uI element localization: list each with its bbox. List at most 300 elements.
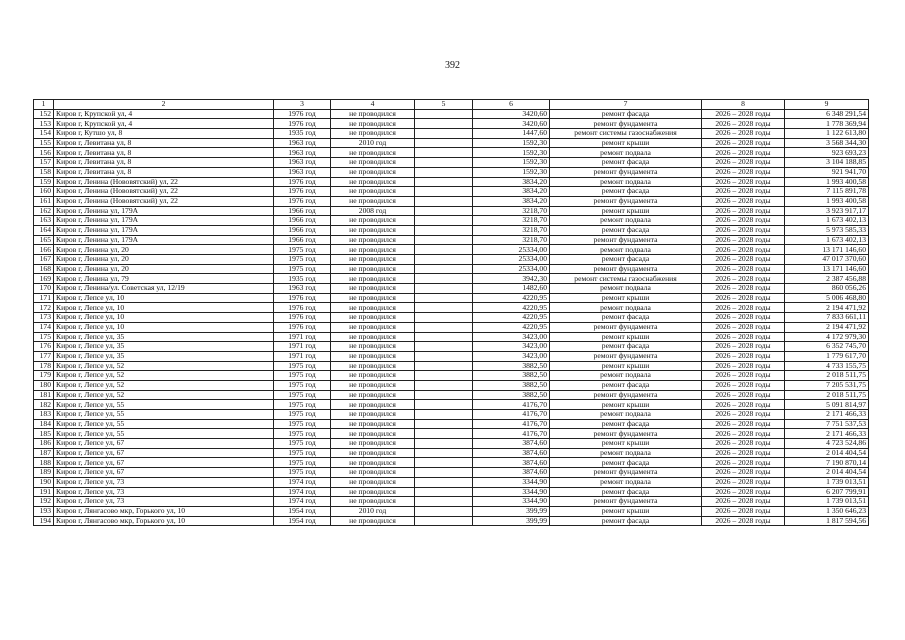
area-cell: 3882,50 xyxy=(473,361,550,371)
empty-cell xyxy=(415,235,473,245)
work-type-cell: ремонт крыши xyxy=(550,293,702,303)
build-year-cell: 1963 год xyxy=(274,284,331,294)
table-row xyxy=(34,138,869,148)
row-number-cell: 180 xyxy=(34,380,54,390)
period-cell: 2026 – 2028 годы xyxy=(702,303,785,313)
build-year-cell: 1975 год xyxy=(274,255,331,265)
cost-cell: 7 190 870,14 xyxy=(785,458,869,468)
last-repair-cell: не проводился xyxy=(331,313,415,323)
page-number: 392 xyxy=(445,60,460,71)
address-cell: Киров г, Ленина ул, 20 xyxy=(54,255,274,265)
row-number-cell: 191 xyxy=(34,487,54,497)
last-repair-cell: не проводился xyxy=(331,429,415,439)
area-cell: 3344,90 xyxy=(473,487,550,497)
row-number-cell: 193 xyxy=(34,506,54,516)
cost-cell: 13 171 146,60 xyxy=(785,264,869,274)
address-cell: Киров г, Крупской ул, 4 xyxy=(54,119,274,129)
period-cell: 2026 – 2028 годы xyxy=(702,468,785,478)
row-number-cell: 156 xyxy=(34,148,54,158)
build-year-cell: 1975 год xyxy=(274,371,331,381)
empty-cell xyxy=(415,119,473,129)
work-type-cell: ремонт фундамента xyxy=(550,322,702,332)
cost-cell: 47 017 370,60 xyxy=(785,255,869,265)
build-year-cell: 1954 год xyxy=(274,516,331,526)
table-body xyxy=(34,109,869,526)
address-cell: Киров г, Лепсе ул, 35 xyxy=(54,332,274,342)
cost-cell: 921 941,70 xyxy=(785,167,869,177)
cost-cell: 1 350 646,23 xyxy=(785,506,869,516)
address-cell: Киров г, Лепсе ул, 73 xyxy=(54,477,274,487)
table-row xyxy=(34,487,869,497)
area-cell: 3874,60 xyxy=(473,448,550,458)
work-type-cell: ремонт фасада xyxy=(550,158,702,168)
area-cell: 25334,00 xyxy=(473,255,550,265)
address-cell: Киров г, Лепсе ул, 67 xyxy=(54,439,274,449)
last-repair-cell: не проводился xyxy=(331,129,415,139)
last-repair-cell: не проводился xyxy=(331,196,415,206)
last-repair-cell: 2010 год xyxy=(331,138,415,148)
empty-cell xyxy=(415,303,473,313)
area-cell: 3420,60 xyxy=(473,109,550,119)
cost-cell: 1 817 594,56 xyxy=(785,516,869,526)
cost-cell: 1 993 400,58 xyxy=(785,177,869,187)
build-year-cell: 1975 год xyxy=(274,448,331,458)
table-row xyxy=(34,196,869,206)
period-cell: 2026 – 2028 годы xyxy=(702,380,785,390)
table-row xyxy=(34,410,869,420)
row-number-cell: 158 xyxy=(34,167,54,177)
address-cell: Киров г, Лепсе ул, 55 xyxy=(54,410,274,420)
last-repair-cell: не проводился xyxy=(331,255,415,265)
last-repair-cell: не проводился xyxy=(331,167,415,177)
table-row xyxy=(34,158,869,168)
area-cell: 3882,50 xyxy=(473,390,550,400)
address-cell: Киров г, Ленина (Нововятский) ул, 22 xyxy=(54,177,274,187)
address-cell: Киров г, Ленина ул, 79 xyxy=(54,274,274,284)
column-header: 5 xyxy=(415,100,473,110)
build-year-cell: 1963 год xyxy=(274,167,331,177)
address-cell: Киров г, Кутшо ул, 8 xyxy=(54,129,274,139)
row-number-cell: 187 xyxy=(34,448,54,458)
work-type-cell: ремонт фасада xyxy=(550,187,702,197)
table-row xyxy=(34,167,869,177)
row-number-cell: 192 xyxy=(34,497,54,507)
row-number-cell: 172 xyxy=(34,303,54,313)
build-year-cell: 1971 год xyxy=(274,351,331,361)
address-cell: Киров г, Лепсе ул, 55 xyxy=(54,400,274,410)
empty-cell xyxy=(415,419,473,429)
empty-cell xyxy=(415,109,473,119)
period-cell: 2026 – 2028 годы xyxy=(702,109,785,119)
build-year-cell: 1976 год xyxy=(274,187,331,197)
area-cell: 3344,90 xyxy=(473,497,550,507)
address-cell: Киров г, Ленина ул, 179А xyxy=(54,225,274,235)
cost-cell: 2 194 471,92 xyxy=(785,322,869,332)
cost-cell: 1 739 013,51 xyxy=(785,477,869,487)
row-number-cell: 177 xyxy=(34,351,54,361)
table-row xyxy=(34,506,869,516)
area-cell: 4176,70 xyxy=(473,429,550,439)
row-number-cell: 175 xyxy=(34,332,54,342)
address-cell: Киров г, Лепсе ул, 10 xyxy=(54,303,274,313)
period-cell: 2026 – 2028 годы xyxy=(702,342,785,352)
cost-cell: 2 171 466,33 xyxy=(785,429,869,439)
area-cell: 25334,00 xyxy=(473,245,550,255)
table-row xyxy=(34,264,869,274)
area-cell: 4220,95 xyxy=(473,303,550,313)
address-cell: Киров г, Лепсе ул, 73 xyxy=(54,497,274,507)
cost-cell: 1 993 400,58 xyxy=(785,196,869,206)
cost-cell: 923 693,23 xyxy=(785,148,869,158)
build-year-cell: 1976 год xyxy=(274,196,331,206)
period-cell: 2026 – 2028 годы xyxy=(702,129,785,139)
row-number-cell: 174 xyxy=(34,322,54,332)
period-cell: 2026 – 2028 годы xyxy=(702,167,785,177)
row-number-cell: 183 xyxy=(34,410,54,420)
last-repair-cell: не проводился xyxy=(331,245,415,255)
table-row xyxy=(34,332,869,342)
build-year-cell: 1975 год xyxy=(274,390,331,400)
work-type-cell: ремонт крыши xyxy=(550,206,702,216)
period-cell: 2026 – 2028 годы xyxy=(702,458,785,468)
empty-cell xyxy=(415,167,473,177)
empty-cell xyxy=(415,158,473,168)
address-cell: Киров г, Ленина ул, 179А xyxy=(54,206,274,216)
cost-cell: 7 205 531,75 xyxy=(785,380,869,390)
empty-cell xyxy=(415,487,473,497)
build-year-cell: 1975 год xyxy=(274,380,331,390)
address-cell: Киров г, Крупской ул, 4 xyxy=(54,109,274,119)
table-row xyxy=(34,109,869,119)
address-cell: Киров г, Лянгасово мкр, Горького ул, 10 xyxy=(54,516,274,526)
period-cell: 2026 – 2028 годы xyxy=(702,351,785,361)
build-year-cell: 1976 год xyxy=(274,119,331,129)
area-cell: 1592,30 xyxy=(473,148,550,158)
table-row xyxy=(34,293,869,303)
table-row xyxy=(34,313,869,323)
empty-cell xyxy=(415,264,473,274)
empty-cell xyxy=(415,497,473,507)
period-cell: 2026 – 2028 годы xyxy=(702,497,785,507)
column-header: 3 xyxy=(274,100,331,110)
empty-cell xyxy=(415,274,473,284)
period-cell: 2026 – 2028 годы xyxy=(702,506,785,516)
address-cell: Киров г, Левитана ул, 8 xyxy=(54,148,274,158)
last-repair-cell: не проводился xyxy=(331,148,415,158)
period-cell: 2026 – 2028 годы xyxy=(702,429,785,439)
cost-cell: 4 733 155,75 xyxy=(785,361,869,371)
build-year-cell: 1975 год xyxy=(274,439,331,449)
table-row xyxy=(34,516,869,526)
work-type-cell: ремонт фундамента xyxy=(550,167,702,177)
table-row xyxy=(34,206,869,216)
row-number-cell: 154 xyxy=(34,129,54,139)
area-cell: 1482,60 xyxy=(473,284,550,294)
work-type-cell: ремонт фасада xyxy=(550,516,702,526)
empty-cell xyxy=(415,196,473,206)
column-header: 2 xyxy=(54,100,274,110)
last-repair-cell: не проводился xyxy=(331,361,415,371)
cost-cell: 7 751 537,53 xyxy=(785,419,869,429)
empty-cell xyxy=(415,342,473,352)
period-cell: 2026 – 2028 годы xyxy=(702,332,785,342)
work-type-cell: ремонт подвала xyxy=(550,216,702,226)
empty-cell xyxy=(415,506,473,516)
build-year-cell: 1974 год xyxy=(274,497,331,507)
row-number-cell: 173 xyxy=(34,313,54,323)
last-repair-cell: не проводился xyxy=(331,487,415,497)
address-cell: Киров г, Лепсе ул, 67 xyxy=(54,458,274,468)
cost-cell: 5 973 585,33 xyxy=(785,225,869,235)
period-cell: 2026 – 2028 годы xyxy=(702,177,785,187)
area-cell: 4220,95 xyxy=(473,293,550,303)
build-year-cell: 1971 год xyxy=(274,332,331,342)
table-row xyxy=(34,187,869,197)
work-type-cell: ремонт крыши xyxy=(550,332,702,342)
period-cell: 2026 – 2028 годы xyxy=(702,138,785,148)
table-row xyxy=(34,477,869,487)
table-row xyxy=(34,371,869,381)
area-cell: 3834,20 xyxy=(473,177,550,187)
address-cell: Киров г, Ленина ул, 20 xyxy=(54,245,274,255)
period-cell: 2026 – 2028 годы xyxy=(702,225,785,235)
row-number-cell: 186 xyxy=(34,439,54,449)
last-repair-cell: не проводился xyxy=(331,371,415,381)
capital-repair-table xyxy=(33,99,869,526)
area-cell: 3882,50 xyxy=(473,371,550,381)
cost-cell: 4 172 979,30 xyxy=(785,332,869,342)
work-type-cell: ремонт подвала xyxy=(550,448,702,458)
last-repair-cell: не проводился xyxy=(331,225,415,235)
column-header: 7 xyxy=(550,100,702,110)
row-number-cell: 182 xyxy=(34,400,54,410)
area-cell: 4176,70 xyxy=(473,419,550,429)
empty-cell xyxy=(415,390,473,400)
cost-cell: 1 778 369,94 xyxy=(785,119,869,129)
column-header: 4 xyxy=(331,100,415,110)
work-type-cell: ремонт фундамента xyxy=(550,264,702,274)
period-cell: 2026 – 2028 годы xyxy=(702,400,785,410)
cost-cell: 13 171 146,60 xyxy=(785,245,869,255)
build-year-cell: 1976 год xyxy=(274,313,331,323)
build-year-cell: 1974 год xyxy=(274,487,331,497)
period-cell: 2026 – 2028 годы xyxy=(702,516,785,526)
area-cell: 3423,00 xyxy=(473,342,550,352)
empty-cell xyxy=(415,187,473,197)
address-cell: Киров г, Лепсе ул, 10 xyxy=(54,313,274,323)
period-cell: 2026 – 2028 годы xyxy=(702,206,785,216)
build-year-cell: 1976 год xyxy=(274,293,331,303)
work-type-cell: ремонт фасада xyxy=(550,255,702,265)
empty-cell xyxy=(415,293,473,303)
empty-cell xyxy=(415,313,473,323)
last-repair-cell: не проводился xyxy=(331,322,415,332)
cost-cell: 7 833 661,11 xyxy=(785,313,869,323)
last-repair-cell: не проводился xyxy=(331,516,415,526)
work-type-cell: ремонт фасада xyxy=(550,419,702,429)
address-cell: Киров г, Ленина ул, 179А xyxy=(54,235,274,245)
last-repair-cell: не проводился xyxy=(331,332,415,342)
address-cell: Киров г, Лепсе ул, 10 xyxy=(54,293,274,303)
last-repair-cell: не проводился xyxy=(331,497,415,507)
table-row xyxy=(34,148,869,158)
period-cell: 2026 – 2028 годы xyxy=(702,274,785,284)
cost-cell: 2 018 511,75 xyxy=(785,390,869,400)
address-cell: Киров г, Левитана ул, 8 xyxy=(54,138,274,148)
row-number-cell: 170 xyxy=(34,284,54,294)
area-cell: 25334,00 xyxy=(473,264,550,274)
table-row xyxy=(34,119,869,129)
build-year-cell: 1935 год xyxy=(274,274,331,284)
build-year-cell: 1975 год xyxy=(274,468,331,478)
empty-cell xyxy=(415,148,473,158)
cost-cell: 3 568 344,30 xyxy=(785,138,869,148)
area-cell: 4176,70 xyxy=(473,410,550,420)
work-type-cell: ремонт подвала xyxy=(550,148,702,158)
area-cell: 3882,50 xyxy=(473,380,550,390)
work-type-cell: ремонт фасада xyxy=(550,225,702,235)
last-repair-cell: не проводился xyxy=(331,468,415,478)
last-repair-cell: не проводился xyxy=(331,284,415,294)
area-cell: 4176,70 xyxy=(473,400,550,410)
period-cell: 2026 – 2028 годы xyxy=(702,439,785,449)
work-type-cell: ремонт фасада xyxy=(550,109,702,119)
table-row xyxy=(34,216,869,226)
column-number-row xyxy=(34,100,869,110)
empty-cell xyxy=(415,351,473,361)
period-cell: 2026 – 2028 годы xyxy=(702,371,785,381)
empty-cell xyxy=(415,206,473,216)
area-cell: 3218,70 xyxy=(473,206,550,216)
table-row xyxy=(34,380,869,390)
empty-cell xyxy=(415,332,473,342)
last-repair-cell: не проводился xyxy=(331,390,415,400)
empty-cell xyxy=(415,177,473,187)
last-repair-cell: не проводился xyxy=(331,303,415,313)
build-year-cell: 1963 год xyxy=(274,138,331,148)
area-cell: 1447,60 xyxy=(473,129,550,139)
row-number-cell: 157 xyxy=(34,158,54,168)
table-row xyxy=(34,303,869,313)
last-repair-cell: не проводился xyxy=(331,187,415,197)
table-row xyxy=(34,458,869,468)
area-cell: 4220,95 xyxy=(473,313,550,323)
address-cell: Киров г, Лепсе ул, 55 xyxy=(54,419,274,429)
row-number-cell: 189 xyxy=(34,468,54,478)
period-cell: 2026 – 2028 годы xyxy=(702,148,785,158)
build-year-cell: 1971 год xyxy=(274,342,331,352)
row-number-cell: 161 xyxy=(34,196,54,206)
period-cell: 2026 – 2028 годы xyxy=(702,390,785,400)
work-type-cell: ремонт крыши xyxy=(550,400,702,410)
work-type-cell: ремонт крыши xyxy=(550,138,702,148)
address-cell: Киров г, Лепсе ул, 52 xyxy=(54,361,274,371)
period-cell: 2026 – 2028 годы xyxy=(702,313,785,323)
cost-cell: 2 194 471,92 xyxy=(785,303,869,313)
work-type-cell: ремонт системы газоснабжения xyxy=(550,129,702,139)
last-repair-cell: не проводился xyxy=(331,458,415,468)
empty-cell xyxy=(415,448,473,458)
period-cell: 2026 – 2028 годы xyxy=(702,255,785,265)
address-cell: Киров г, Лепсе ул, 67 xyxy=(54,468,274,478)
empty-cell xyxy=(415,138,473,148)
last-repair-cell: не проводился xyxy=(331,119,415,129)
period-cell: 2026 – 2028 годы xyxy=(702,196,785,206)
work-type-cell: ремонт подвала xyxy=(550,177,702,187)
table-row xyxy=(34,468,869,478)
work-type-cell: ремонт подвала xyxy=(550,303,702,313)
table-row xyxy=(34,361,869,371)
row-number-cell: 162 xyxy=(34,206,54,216)
empty-cell xyxy=(415,410,473,420)
last-repair-cell: не проводился xyxy=(331,410,415,420)
area-cell: 399,99 xyxy=(473,516,550,526)
build-year-cell: 1966 год xyxy=(274,206,331,216)
build-year-cell: 1974 год xyxy=(274,477,331,487)
work-type-cell: ремонт крыши xyxy=(550,506,702,516)
address-cell: Киров г, Лепсе ул, 52 xyxy=(54,371,274,381)
build-year-cell: 1935 год xyxy=(274,129,331,139)
table-row xyxy=(34,322,869,332)
empty-cell xyxy=(415,439,473,449)
cost-cell: 3 104 188,85 xyxy=(785,158,869,168)
work-type-cell: ремонт системы газоснабжения xyxy=(550,274,702,284)
row-number-cell: 153 xyxy=(34,119,54,129)
work-type-cell: ремонт фасада xyxy=(550,342,702,352)
table-row xyxy=(34,235,869,245)
table-row xyxy=(34,429,869,439)
work-type-cell: ремонт подвала xyxy=(550,284,702,294)
area-cell: 3423,00 xyxy=(473,332,550,342)
empty-cell xyxy=(415,371,473,381)
row-number-cell: 190 xyxy=(34,477,54,487)
last-repair-cell: не проводился xyxy=(331,158,415,168)
last-repair-cell: не проводился xyxy=(331,177,415,187)
table-row xyxy=(34,245,869,255)
period-cell: 2026 – 2028 годы xyxy=(702,158,785,168)
address-cell: Киров г, Лепсе ул, 52 xyxy=(54,390,274,400)
area-cell: 3874,60 xyxy=(473,439,550,449)
last-repair-cell: не проводился xyxy=(331,419,415,429)
work-type-cell: ремонт подвала xyxy=(550,371,702,381)
work-type-cell: ремонт фасада xyxy=(550,313,702,323)
cost-cell: 1 673 402,13 xyxy=(785,235,869,245)
row-number-cell: 163 xyxy=(34,216,54,226)
cost-cell: 5 091 814,97 xyxy=(785,400,869,410)
last-repair-cell: не проводился xyxy=(331,216,415,226)
last-repair-cell: не проводился xyxy=(331,293,415,303)
area-cell: 3423,00 xyxy=(473,351,550,361)
period-cell: 2026 – 2028 годы xyxy=(702,361,785,371)
build-year-cell: 1966 год xyxy=(274,216,331,226)
cost-cell: 6 352 745,70 xyxy=(785,342,869,352)
area-cell: 3942,30 xyxy=(473,274,550,284)
work-type-cell: ремонт фундамента xyxy=(550,429,702,439)
work-type-cell: ремонт фундамента xyxy=(550,196,702,206)
address-cell: Киров г, Ленина ул, 179А xyxy=(54,216,274,226)
build-year-cell: 1976 год xyxy=(274,177,331,187)
area-cell: 3834,20 xyxy=(473,187,550,197)
work-type-cell: ремонт подвала xyxy=(550,477,702,487)
row-number-cell: 155 xyxy=(34,138,54,148)
row-number-cell: 194 xyxy=(34,516,54,526)
empty-cell xyxy=(415,458,473,468)
empty-cell xyxy=(415,477,473,487)
build-year-cell: 1975 год xyxy=(274,458,331,468)
cost-cell: 1 779 617,70 xyxy=(785,351,869,361)
period-cell: 2026 – 2028 годы xyxy=(702,293,785,303)
work-type-cell: ремонт фундамента xyxy=(550,497,702,507)
